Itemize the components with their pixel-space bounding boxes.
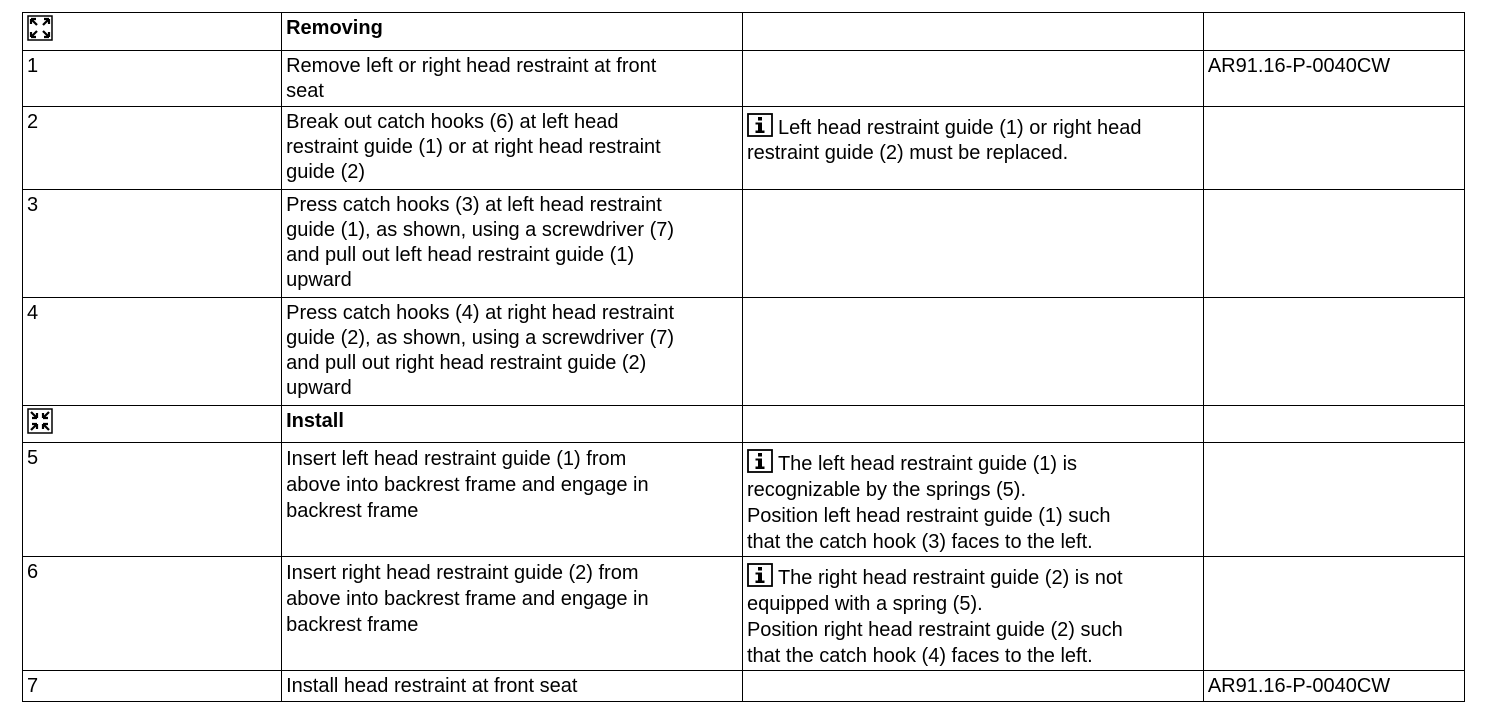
note-cell — [742, 406, 1203, 443]
reference-cell — [1203, 190, 1464, 298]
table-row — [23, 51, 1465, 107]
section-header-removing — [23, 13, 1465, 51]
note-cell — [742, 13, 1203, 51]
step-action: Remove left or right head restraint at front seat — [282, 51, 743, 107]
section-icon-cell — [23, 406, 282, 443]
step-number: 3 — [23, 190, 282, 298]
section-title: Install — [282, 406, 743, 443]
table-row — [23, 298, 1465, 406]
info-icon — [747, 449, 773, 473]
step-action: Break out catch hooks (6) at left head restraint guide (1) or at right head restraint guide (2) — [282, 107, 743, 190]
table-row — [23, 190, 1465, 298]
step-action: Press catch hooks (4) at right head restraint guide (2), as shown, using a screwdriver (7) and pull out right head restraint guide (2) upward — [282, 298, 743, 406]
reference-cell — [1203, 107, 1464, 190]
info-icon — [747, 563, 773, 587]
note-cell — [742, 190, 1203, 298]
reference-link[interactable]: AR91.16-P-0040CW — [1203, 51, 1464, 107]
step-number: 4 — [23, 298, 282, 406]
step-action: Install head restraint at front seat — [282, 671, 743, 702]
note-cell — [742, 671, 1203, 702]
table-row — [23, 443, 1465, 557]
note-cell: The right head restraint guide (2) is not equipped with a spring (5). Position right head restraint guide (2) such that the catch hook (4) faces to the left. — [742, 557, 1203, 671]
note-cell: Left head restraint guide (1) or right head restraint guide (2) must be replaced. — [742, 107, 1203, 190]
note-cell: The left head restraint guide (1) is recognizable by the springs (5). Position left head restraint guide (1) such that the catch hook (3) faces to the left. — [742, 443, 1203, 557]
note-cell — [742, 51, 1203, 107]
table-row — [23, 107, 1465, 190]
note-cell — [742, 298, 1203, 406]
install-arrows-icon — [27, 408, 53, 434]
step-action: Insert left head restraint guide (1) from above into backrest frame and engage in backrest frame — [282, 443, 743, 557]
table-row — [23, 557, 1465, 671]
section-title: Removing — [282, 13, 743, 51]
section-icon-cell — [23, 13, 282, 51]
reference-cell — [1203, 557, 1464, 671]
procedure-table — [22, 12, 1465, 702]
section-header-install — [23, 406, 1465, 443]
step-action: Press catch hooks (3) at left head restraint guide (1), as shown, using a screwdriver (7) and pull out left head restraint guide (1) upward — [282, 190, 743, 298]
reference-cell — [1203, 298, 1464, 406]
reference-link[interactable]: AR91.16-P-0040CW — [1203, 671, 1464, 702]
step-number: 2 — [23, 107, 282, 190]
step-action: Insert right head restraint guide (2) from above into backrest frame and engage in backrest frame — [282, 557, 743, 671]
table-row — [23, 671, 1465, 702]
info-icon — [747, 113, 773, 137]
removal-arrows-icon — [27, 15, 53, 41]
step-number: 1 — [23, 51, 282, 107]
step-number: 5 — [23, 443, 282, 557]
step-number: 7 — [23, 671, 282, 702]
reference-cell — [1203, 406, 1464, 443]
step-number: 6 — [23, 557, 282, 671]
reference-cell — [1203, 13, 1464, 51]
reference-cell — [1203, 443, 1464, 557]
